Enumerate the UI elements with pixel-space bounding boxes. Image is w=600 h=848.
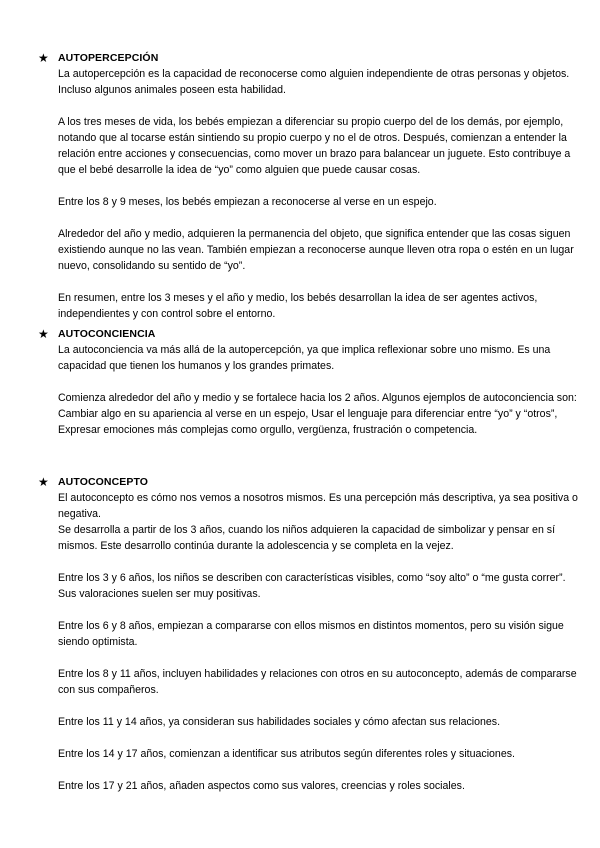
- paragraph: Se desarrolla a partir de los 3 años, cuando los niños adquieren la capacidad de simbolizar y pensar en sí mismos. Este desarrollo continúa durante la adolescencia y se completa en la vejez.: [58, 524, 556, 552]
- paragraph: Entre los 14 y 17 años, comienzan a identificar sus atributos según diferentes roles y situaciones.: [58, 748, 515, 760]
- section-body: [58, 66, 578, 322]
- paragraph: Alrededor del año y medio, adquieren la permanencia del objeto, que significa entender que las cosas siguen existiendo aunque no las vean. También empiezan a reconocerse aunque lleven otra ropa o estén en un lugar nuevo, consolidando su sentido de “yo”.: [58, 228, 574, 272]
- paragraph: Entre los 8 y 11 años, incluyen habilidades y relaciones con otros en su autoconcepto, además de compararse con sus compañeros.: [58, 668, 577, 696]
- paragraph: La autopercepción es la capacidad de reconocerse como alguien independiente de otras personas y objetos. Incluso algunos animales poseen esta habilidad.: [58, 68, 570, 96]
- paragraph: Comienza alrededor del año y medio y se fortalece hacia los 2 años. Algunos ejemplos de autoconciencia son: Cambiar algo en su apariencia al verse en un espejo, Usar el lenguaje para diferenciar entre “yo” y “otros”, Expresar emociones más complejas como orgullo, vergüenza, frustración o competencia.: [58, 392, 577, 436]
- paragraph: A los tres meses de vida, los bebés empiezan a diferenciar su propio cuerpo del de los demás, por ejemplo, notando que al tocarse están sintiendo su propio cuerpo y no el de otros. Después, comienzan a entender la relación entre acciones y consecuencias, como mover un brazo para balancear un juguete. Esto contribuye a que el bebé desarrolle la idea de “yo” como alguien que puede causar cosas.: [58, 116, 571, 176]
- section-autopercepcion: [38, 50, 578, 338]
- paragraph: Entre los 17 y 21 años, añaden aspectos como sus valores, creencias y roles sociales.: [58, 780, 465, 792]
- paragraph: Entre los 6 y 8 años, empiezan a compararse con ellos mismos en distintos momentos, pero su visión sigue siendo optimista.: [58, 620, 564, 648]
- section-heading: [38, 326, 578, 342]
- star-bullet-icon: ★: [38, 475, 49, 489]
- section-body: [58, 490, 578, 794]
- paragraph: Entre los 8 y 9 meses, los bebés empiezan a reconocerse al verse en un espejo.: [58, 196, 437, 208]
- section-autoconcepto: [38, 474, 578, 810]
- star-bullet-icon: ★: [38, 51, 49, 65]
- section-body: [58, 342, 578, 438]
- paragraph: La autoconciencia va más allá de la autopercepción, ya que implica reflexionar sobre uno mismo. Es una capacidad que tienen los humanos y los grandes primates.: [58, 344, 551, 372]
- section-title: AUTOCONCIENCIA: [58, 328, 156, 340]
- paragraph: Entre los 3 y 6 años, los niños se describen con características visibles, como “soy alto” o “me gusta correr”. Sus valoraciones suelen ser muy positivas.: [58, 572, 566, 600]
- paragraph: Entre los 11 y 14 años, ya consideran sus habilidades sociales y cómo afectan sus relaciones.: [58, 716, 501, 728]
- paragraph: En resumen, entre los 3 meses y el año y medio, los bebés desarrollan la idea de ser agentes activos, independientes y con control sobre el entorno.: [58, 292, 538, 320]
- section-heading: [38, 50, 578, 66]
- paragraph: El autoconcepto es cómo nos vemos a nosotros mismos. Es una percepción más descriptiva, ya sea positiva o negativa.: [58, 492, 578, 520]
- section-title: AUTOPERCEPCIÓN: [58, 52, 159, 64]
- section-title: AUTOCONCEPTO: [58, 476, 149, 488]
- section-autoconciencia: [38, 326, 578, 454]
- section-heading: [38, 474, 578, 490]
- star-bullet-icon: ★: [38, 327, 49, 341]
